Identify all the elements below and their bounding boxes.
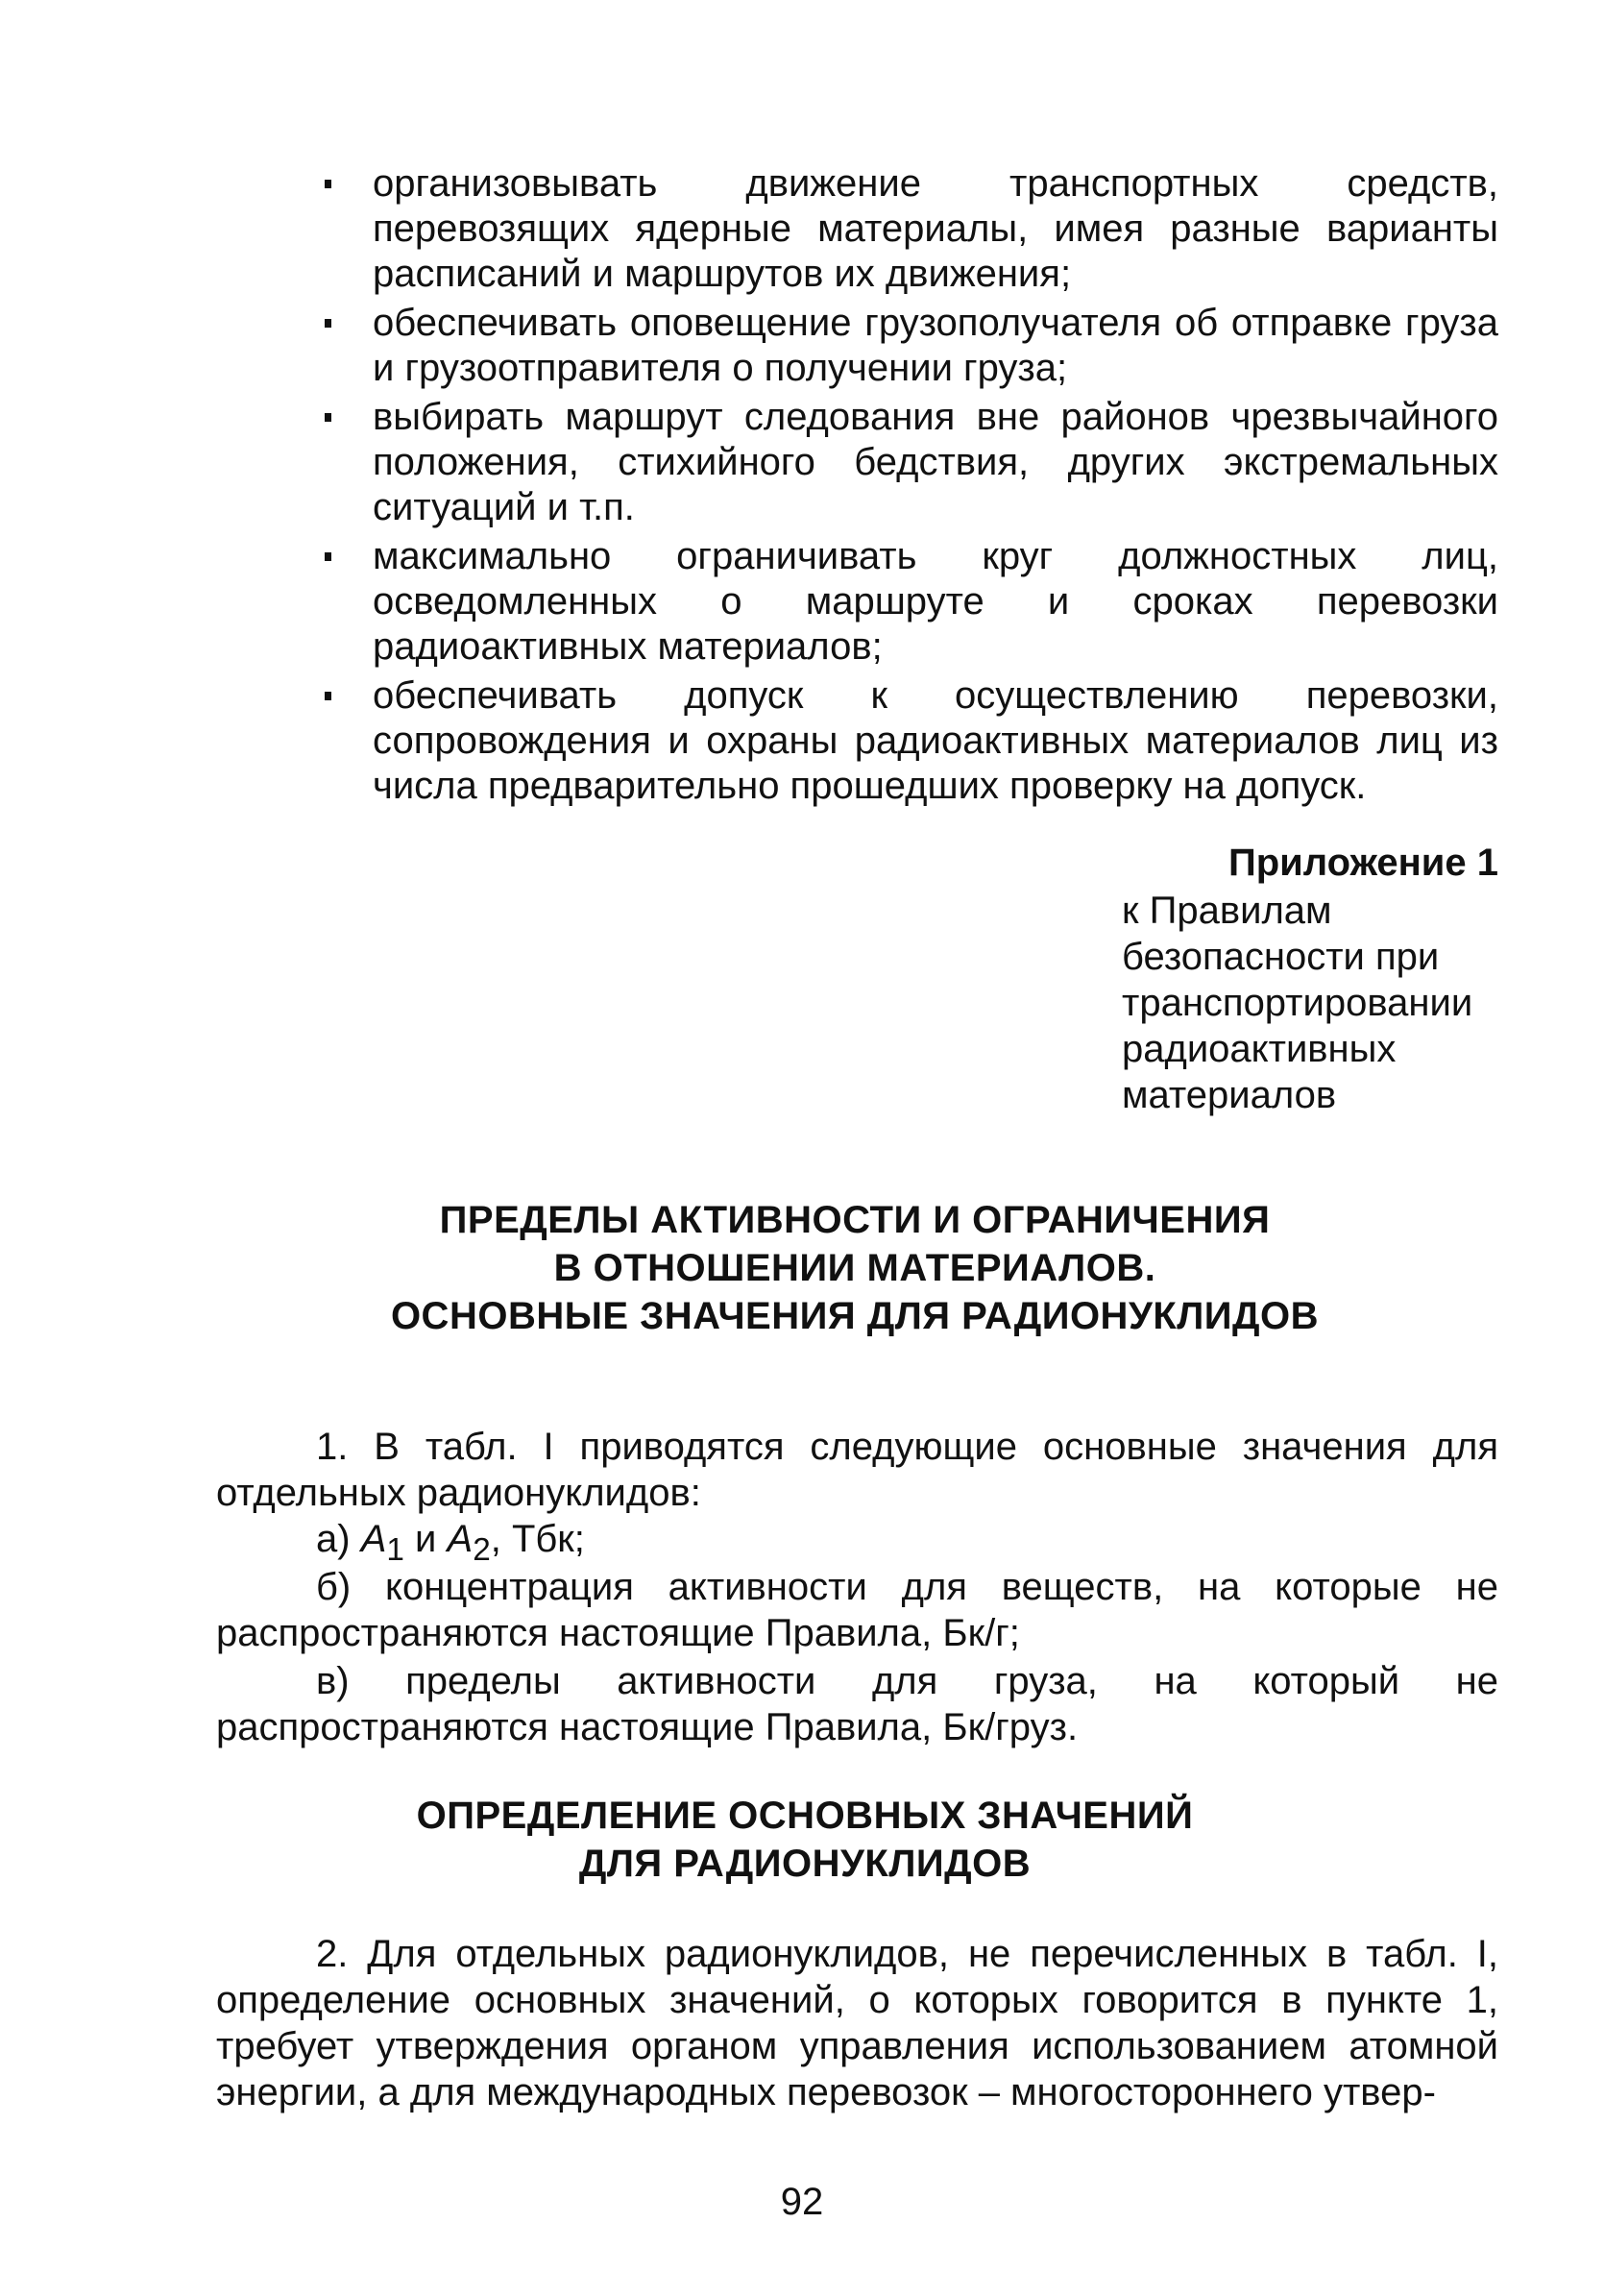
section-heading bbox=[96, 1196, 1604, 1340]
section-heading bbox=[46, 1792, 1564, 1888]
a2-subscript: 2 bbox=[473, 1532, 491, 1568]
item-a-prefix: а) bbox=[316, 1518, 361, 1560]
heading-line: ДЛЯ РАДИОНУКЛИДОВ bbox=[578, 1843, 1032, 1885]
heading-line: ОПРЕДЕЛЕНИЕ ОСНОВНЫХ ЗНАЧЕНИЙ bbox=[416, 1795, 1194, 1837]
item-c: в) пределы активности для груза, на который не распространяются настоящие Правила, Бк/груз. bbox=[216, 1660, 1498, 1748]
heading-line: В ОТНОШЕНИИ МАТЕРИАЛОВ. bbox=[553, 1247, 1156, 1289]
item-a-unit: , Тбк; bbox=[490, 1518, 585, 1560]
appendix-note bbox=[1114, 840, 1498, 1118]
paragraph-2: 2. Для отдельных радионуклидов, не перечисленных в табл. I, определение основных значений, о которых говорится в пункте 1, требует утверждения органом управления использованием атомной энергии, а для международных перевозок – многостороннего утвер- bbox=[216, 1933, 1498, 2113]
item-b: б) концентрация активности для веществ, на которые не распространяются настоящие Правила, Бк/г; bbox=[216, 1566, 1498, 1654]
a1-symbol: A bbox=[360, 1518, 387, 1560]
list-item bbox=[317, 534, 1498, 670]
list-item bbox=[317, 395, 1498, 530]
bullet-icon bbox=[325, 319, 331, 328]
bullet-icon bbox=[325, 180, 331, 188]
item-a-and: и bbox=[403, 1518, 448, 1560]
list-item-text: обеспечивать допуск к осуществлению перевозки, сопровождения и охраны радиоактивных материалов лиц из числа предварительно прошедших проверку на допуск. bbox=[373, 674, 1498, 807]
page-number: 92 bbox=[780, 2181, 824, 2223]
list-item bbox=[317, 673, 1498, 809]
list-item-text: максимально ограничивать круг должностных лиц, осведомленных о маршруте и сроках перевозки радиоактивных материалов; bbox=[373, 535, 1498, 668]
appendix-subtitle: к Правилам безопасности при транспортировании радиоактивных материалов bbox=[1122, 890, 1473, 1116]
heading-line: ПРЕДЕЛЫ АКТИВНОСТИ И ОГРАНИЧЕНИЯ bbox=[439, 1199, 1271, 1241]
list-item-text: обеспечивать оповещение грузополучателя об отправке груза и грузоотправителя о получении груза; bbox=[373, 302, 1498, 389]
bullet-icon bbox=[325, 413, 331, 422]
list-item-text: организовывать движение транспортных средств, перевозящих ядерные материалы, имея разные варианты расписаний и маршрутов их движения; bbox=[373, 162, 1498, 295]
list-item bbox=[317, 301, 1498, 391]
heading-line: ОСНОВНЫЕ ЗНАЧЕНИЯ ДЛЯ РАДИОНУКЛИДОВ bbox=[390, 1295, 1320, 1337]
a1-subscript: 1 bbox=[386, 1532, 404, 1568]
a2-symbol: A bbox=[447, 1518, 474, 1560]
bullet-list bbox=[317, 161, 1498, 813]
bullet-icon bbox=[325, 552, 331, 561]
list-item bbox=[317, 161, 1498, 297]
appendix-title: Приложение 1 bbox=[1228, 842, 1498, 884]
bullet-icon bbox=[325, 692, 331, 700]
paragraph-1: 1. В табл. I приводятся следующие основные значения для отдельных радионуклидов: bbox=[216, 1426, 1498, 1514]
list-item-text: выбирать маршрут следования вне районов чрезвычайного положения, стихийного бедствия, других экстремальных ситуаций и т.п. bbox=[373, 396, 1498, 528]
